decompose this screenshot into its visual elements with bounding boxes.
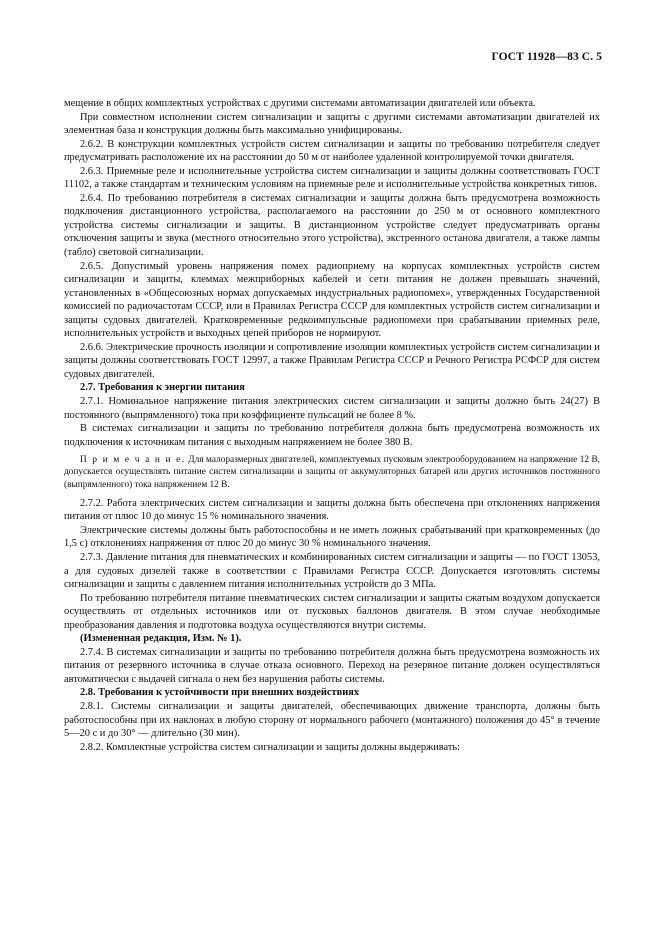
paragraph: 2.8.1. Системы сигнализации и защиты двигателей, обеспечивающих движение транспорта, должны быть работоспособны при их наклонах в любую сторону от нормального рабочего (монтажного) положения до 45° в течение 5—20 с и до 30° — длительно (30 мин). bbox=[64, 701, 600, 740]
amendment-note: (Измененная редакция, Изм. № 1). bbox=[80, 633, 242, 645]
note bbox=[64, 454, 600, 491]
page-body bbox=[64, 97, 600, 754]
paragraph: По требованию потребителя питание пневматических систем сигнализации и защиты сжатым воздухом допускается осуществлять от отдельных источников или от пусковых баллонов двигателя. В этом случае необходимые преобразования давления и подготовка воздуха осуществляются внутри системы. bbox=[64, 592, 600, 631]
paragraph: мещение в общих комплектных устройствах с другими системами автоматизации двигателей или объекта. bbox=[64, 98, 536, 109]
paragraph: 2.7.1. Номинальное напряжение питания электрических систем сигнализации и защиты должно быть 24(27) В постоянного (выпрямленного) тока при коэффициенте пульсаций не более 8 %. bbox=[64, 396, 600, 421]
paragraph: Электрические системы должны быть работоспособны и не иметь ложных срабатываний при кратковременных (до 1,5 с) отклонениях напряжения от плюс 20 до минус 30 % номинального значения. bbox=[64, 524, 600, 550]
section-heading: 2.7. Требования к энергии питания bbox=[80, 382, 245, 394]
paragraph: 2.7.2. Работа электрических систем сигнализации и защиты должна быть обеспечена при отклонениях напряжения питания от плюс 10 до минус 15 % номинального значения. bbox=[64, 497, 600, 523]
paragraph: 2.6.2. В конструкции комплектных устройств систем сигнализации и защиты по требованию потребителя следует предусматривать расположение их на расстоянии до 50 м от наиболее удаленной контролируемой точки двигателя. bbox=[64, 138, 600, 164]
page-header: ГОСТ 11928—83 С. 5 bbox=[491, 51, 602, 63]
paragraph: 2.6.3. Приемные реле и исполнительные устройства систем сигнализации и защиты должны соответствовать ГОСТ 11102, а также стандартам и техническим условиям на приемные реле и исполнительные устройства конкретных типов. bbox=[64, 165, 600, 191]
paragraph: 2.7.4. В системах сигнализации и защиты по требованию потребителя должна быть предусмотрена возможность их питания от резервного источника в случае отказа основного. Переход на резервное питание должен осуществляться автоматически с выдачей сигнала о нем без нарушения работы системы. bbox=[64, 646, 600, 685]
paragraph: При совместном исполнении систем сигнализации и защиты с другими системами автоматизации двигателей их элементная база и конструкция должны быть максимально унифицированы. bbox=[64, 111, 600, 137]
paragraph: 2.6.6. Электрические прочность изоляции и сопротивление изоляции комплектных устройств систем сигнализации и защиты должны соответствовать ГОСТ 12997, а также Правилам Регистра СССР и Речного Регистра РСФСР для систем судовых двигателей. bbox=[64, 341, 600, 380]
paragraph: В системах сигнализации и защиты по требованию потребителя должна быть предусмотрена возможность их подключения к источникам питания с выходным напряжением не более 380 В. bbox=[64, 423, 600, 448]
note-text: Для малоразмерных двигателей, комплектуемых пусковым электрооборудованием на напряжение 12 В, допускается осуществлять питание систем сигнализации и защиты от аккумуляторных батарей или других источников постоянного (выпрямленного) тока напряжением 12 В. bbox=[64, 455, 601, 490]
section-heading: 2.8. Требования к устойчивости при внешних воздействиях bbox=[80, 687, 360, 699]
paragraph: 2.6.4. По требованию потребителя в системах сигнализации и защиты должна быть предусмотрена возможность подключения дистанционного устройства, располагаемого на расстоянии до 250 м от основного комплектного устройства системы сигнализации и защиты. В дистанционном устройстве следует предусматривать органы отключения защиты и звука (местного относительно этого устройства), экстренного останова двигателя, а также лампы (табло) световой сигнализации. bbox=[64, 192, 600, 259]
paragraph: 2.8.2. Комплектные устройства систем сигнализации и защиты должны выдерживать: bbox=[80, 741, 461, 753]
paragraph: 2.7.3. Давление питания для пневматических и комбинированных систем сигнализации и защиты — по ГОСТ 13053, а для судовых дизелей также в соответствии с Правилами Регистра СССР. Допускается изготовлять системы сигнализации и защиты с давлением питания исполнительных устройств до 3 МПа. bbox=[64, 552, 600, 591]
paragraph: 2.6.5. Допустимый уровень напряжения помех радиоприему на корпусах комплектных устройств систем сигнализации и защиты, клеммах межприборных кабелей и сети питания не должен превышать значений, установленных в «Общесоюзных нормах допускаемых индустриальных радиопомех», утвержденных Государственной комиссией по радиочастотам СССР, или в Правилах Регистра СССР для комплектных устройств систем сигнализации и защиты судовых двигателей. Кратковременные редкоимпульсные радиопомехи при срабатывании приемных реле, исполнительных устройств и выходных цепей приборов не нормируют. bbox=[64, 260, 600, 340]
note-label: П р и м е ч а н и е. bbox=[80, 455, 186, 466]
